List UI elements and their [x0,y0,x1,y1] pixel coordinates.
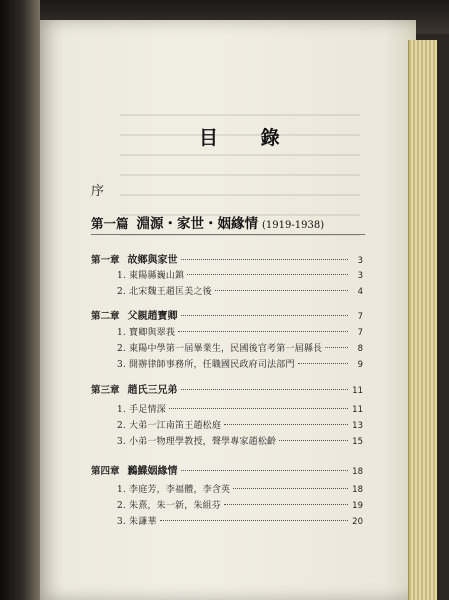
page-number: 15 [352,437,363,447]
section-label: 3. 小弟一物理學教授，聲學專家趙松齡 [117,437,277,447]
section-label: 2. 大弟一江南笛王趙松庭 [117,421,222,431]
part-years: (1919-1938) [262,220,325,231]
toc-chapter-1 [91,251,363,265]
section-label: 2. 朱熹，朱一新，朱組芬 [117,501,222,511]
chapter-title: 父親趙寶卿 [127,311,178,322]
toc-section [117,482,363,496]
section-label: 3. 朱謙華 [117,517,157,527]
page-number: 13 [352,421,363,431]
book-spine-shadow [0,0,40,600]
toc-chapter-3 [91,381,363,395]
part-heading [91,212,324,232]
toc-section [117,341,363,355]
page-number: 4 [357,287,363,297]
book-page-edges [408,40,437,600]
section-label: 2. 東陽中學第一屆畢業生，民國後官考第一屆縣長 [117,344,323,354]
page-number: 3 [357,256,363,266]
section-label: 1. 李庭芳，李福體，李含英 [117,485,231,495]
toc-section [117,402,363,416]
chapter-title: 故鄉與家世 [127,255,178,266]
toc-chapter-4 [91,462,363,476]
part-divider [91,234,365,235]
page-number: 7 [357,312,363,322]
page-number: 11 [352,405,363,415]
chapter-number: 第二章 [91,311,120,322]
section-label: 2. 北宋魏王趙匡美之後 [117,287,212,297]
page-number: 8 [357,344,363,354]
toc-section [117,514,363,528]
section-label: 1. 手足情深 [117,405,166,415]
page-number: 3 [357,271,363,281]
page-number: 7 [357,328,363,338]
toc-section [117,434,363,448]
toc-section [117,284,363,298]
toc-chapter-2 [91,307,363,321]
page-number: 19 [352,501,363,511]
page-number: 11 [352,386,363,396]
section-label: 3. 開辦律師事務所，任職國民政府司法部門 [117,360,295,370]
chapter-title: 趙氏三兄弟 [127,385,178,396]
chapter-number: 第一章 [91,255,120,266]
section-label: 1. 東陽縣巍山鎮 [117,271,185,281]
contents-title: 目 錄 [199,127,298,149]
toc-section [117,268,363,282]
chapter-number: 第三章 [91,385,120,396]
page-number: 18 [352,485,363,495]
preface-entry: 序 [91,184,105,199]
part-title: 淵源・家世・姻緣情 [136,216,259,232]
toc-section [117,418,363,432]
page-number: 18 [352,467,363,477]
toc-section [117,498,363,512]
section-label: 1. 寶卿與翠莪 [117,328,176,338]
page-number: 9 [357,360,363,370]
chapter-number: 第四章 [91,466,120,477]
part-number: 第一篇 [91,216,129,231]
page-number: 20 [352,517,363,527]
toc-section [117,357,363,371]
chapter-title: 鶼鰈姻緣情 [127,466,178,477]
toc-section [117,325,363,339]
